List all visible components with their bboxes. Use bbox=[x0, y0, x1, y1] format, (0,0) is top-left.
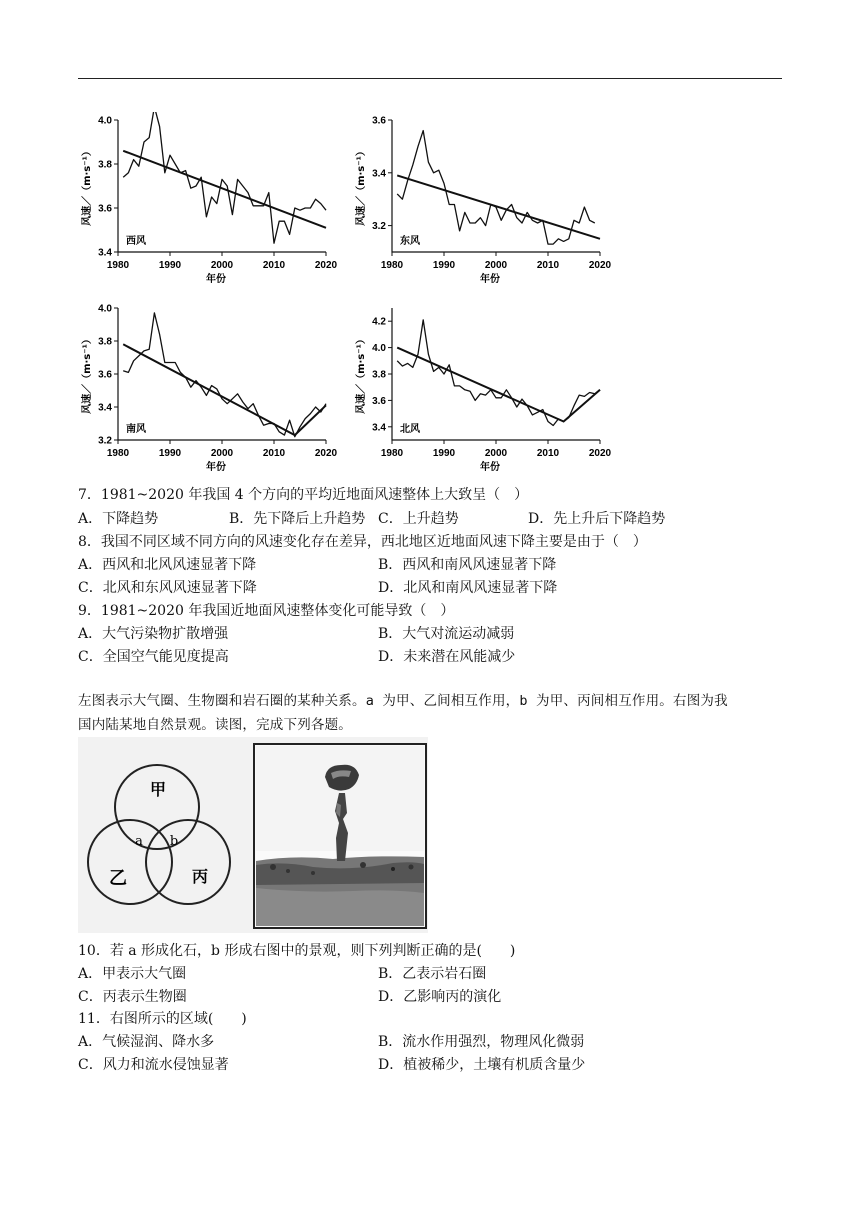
question-7-option-d[interactable]: D．先上升后下降趋势 bbox=[528, 511, 666, 527]
x-tick-label: 1990 bbox=[158, 448, 182, 459]
y-tick-label: 3.6 bbox=[372, 395, 386, 407]
question-11-option-d[interactable]: D．植被稀少，土壤有机质含量少 bbox=[378, 1057, 586, 1073]
question-9-option-a[interactable]: A．大气污染物扩散增强 bbox=[78, 626, 229, 642]
x-tick-label: 1990 bbox=[432, 260, 456, 271]
chart-east-wind bbox=[352, 112, 622, 292]
y-tick-label: 3.8 bbox=[98, 159, 112, 171]
venn-label-a: a bbox=[135, 834, 143, 849]
question-8-stem: 8．我国不同区域不同方向的风速变化存在差异，西北地区近地面风速下降主要是由于（ ） bbox=[78, 534, 647, 550]
y-axis-label: 风速／（m·s⁻¹） bbox=[82, 146, 93, 226]
x-tick-label: 1990 bbox=[158, 260, 182, 271]
question-9-option-b[interactable]: B．大气对流运动减弱 bbox=[378, 626, 515, 642]
question-7-stem: 7．1981~2020 年我国 4 个方向的平均近地面风速整体上大致呈（ ） bbox=[78, 487, 529, 503]
x-tick-label: 1980 bbox=[106, 260, 130, 271]
x-tick-label: 1990 bbox=[432, 448, 456, 459]
chart-axes bbox=[118, 308, 326, 440]
x-tick-label: 2020 bbox=[314, 448, 338, 459]
question-11-option-a[interactable]: A．气候湿润、降水多 bbox=[78, 1034, 215, 1050]
trend-line bbox=[123, 344, 326, 435]
question-11-option-c[interactable]: C．风力和流水侵蚀显著 bbox=[78, 1057, 229, 1073]
question-11-option-b[interactable]: B．流水作用强烈，物理风化微弱 bbox=[378, 1034, 585, 1050]
trend-line bbox=[397, 348, 600, 422]
chart-north-wind bbox=[352, 300, 622, 480]
question-10-option-d[interactable]: D．乙影响丙的演化 bbox=[378, 989, 502, 1005]
trend-line bbox=[123, 151, 326, 228]
y-tick-label: 4.0 bbox=[98, 115, 112, 127]
figure-panel bbox=[78, 737, 428, 933]
y-tick-label: 3.4 bbox=[98, 402, 112, 414]
intro-line-2: 国内陆某地自然景观。读图，完成下列各题。 bbox=[78, 717, 352, 733]
series-label: 西风 bbox=[126, 236, 146, 247]
y-axis-label: 风速／（m·s⁻¹） bbox=[356, 334, 367, 414]
x-tick-label: 2000 bbox=[210, 260, 234, 271]
y-tick-label: 4.0 bbox=[372, 343, 386, 355]
question-9-option-c[interactable]: C．全国空气能见度提高 bbox=[78, 649, 229, 665]
x-tick-label: 1980 bbox=[380, 448, 404, 459]
wind-speed-series-line bbox=[123, 112, 326, 243]
question-9-option-d[interactable]: D．未来潜在风能减少 bbox=[378, 649, 516, 665]
wind-speed-series-line bbox=[397, 320, 600, 426]
y-axis-label: 风速／（m·s⁻¹） bbox=[356, 146, 367, 226]
y-tick-label: 3.8 bbox=[372, 369, 386, 381]
x-tick-label: 2010 bbox=[536, 448, 560, 459]
x-tick-label: 2000 bbox=[210, 448, 234, 459]
x-axis-label: 年份 bbox=[206, 462, 226, 473]
y-tick-label: 3.2 bbox=[372, 221, 386, 233]
x-tick-label: 2000 bbox=[484, 260, 508, 271]
y-tick-label: 3.4 bbox=[372, 422, 386, 434]
x-tick-label: 2010 bbox=[536, 260, 560, 271]
y-tick-label: 3.6 bbox=[98, 203, 112, 215]
venn-label-jia: 甲 bbox=[149, 780, 167, 799]
question-8-option-a[interactable]: A．西风和北风风速显著下降 bbox=[78, 557, 257, 573]
y-tick-label: 4.2 bbox=[372, 316, 386, 328]
question-8-option-d[interactable]: D．北风和南风风速显著下降 bbox=[378, 580, 558, 596]
x-tick-label: 2010 bbox=[262, 260, 286, 271]
y-tick-label: 3.4 bbox=[372, 168, 386, 180]
y-tick-label: 4.0 bbox=[98, 303, 112, 315]
question-10-option-c[interactable]: C．丙表示生物圈 bbox=[78, 989, 187, 1005]
question-8-option-c[interactable]: C．北风和东风风速显著下降 bbox=[78, 580, 257, 596]
intro-paragraph bbox=[78, 689, 783, 737]
question-8-option-b[interactable]: B．西风和南风风速显著下降 bbox=[378, 557, 557, 573]
y-axis-label: 风速／（m·s⁻¹） bbox=[82, 334, 93, 414]
x-tick-label: 2020 bbox=[588, 448, 612, 459]
question-7-option-b[interactable]: B．先下降后上升趋势 bbox=[229, 511, 366, 527]
question-11-stem: 11．右图所示的区域( ) bbox=[78, 1011, 247, 1027]
x-tick-label: 1980 bbox=[380, 260, 404, 271]
x-tick-label: 2020 bbox=[314, 260, 338, 271]
y-tick-label: 3.6 bbox=[98, 369, 112, 381]
series-label: 北风 bbox=[400, 424, 420, 435]
header-rule bbox=[78, 78, 782, 79]
chart-axes bbox=[392, 308, 600, 440]
question-9-stem: 9．1981~2020 年我国近地面风速整体变化可能导致（ ） bbox=[78, 603, 455, 619]
intro-line-1: 左图表示大气圈、生物圈和岩石圈的某种关系。a 为甲、乙间相互作用，b 为甲、丙间相互作用。右图为我 bbox=[78, 693, 728, 709]
venn-label-b: b bbox=[169, 834, 179, 849]
chart-south-wind bbox=[78, 300, 348, 480]
y-tick-label: 3.2 bbox=[98, 435, 112, 447]
venn-label-bing: 丙 bbox=[191, 867, 209, 886]
y-tick-label: 3.8 bbox=[98, 336, 112, 348]
mushroom-rock-photo bbox=[253, 743, 427, 929]
x-tick-label: 2020 bbox=[588, 260, 612, 271]
chart-west-wind bbox=[78, 112, 348, 292]
x-tick-label: 2000 bbox=[484, 448, 508, 459]
x-tick-label: 1980 bbox=[106, 448, 130, 459]
venn-label-yi: 乙 bbox=[109, 868, 127, 889]
question-7-option-a[interactable]: A．下降趋势 bbox=[78, 511, 159, 527]
trend-line bbox=[397, 175, 600, 238]
chart-axes bbox=[392, 120, 600, 252]
chart-axes bbox=[118, 120, 326, 252]
x-axis-label: 年份 bbox=[206, 274, 226, 285]
question-10-stem: 10．若 a 形成化石，b 形成右图中的景观，则下列判断正确的是( ) bbox=[78, 943, 516, 959]
x-axis-label: 年份 bbox=[480, 462, 500, 473]
x-tick-label: 2010 bbox=[262, 448, 286, 459]
series-label: 南风 bbox=[126, 424, 146, 435]
question-10-option-a[interactable]: A．甲表示大气圈 bbox=[78, 966, 187, 982]
y-tick-label: 3.4 bbox=[98, 247, 112, 259]
question-7-option-c[interactable]: C．上升趋势 bbox=[378, 511, 459, 527]
series-label: 东风 bbox=[400, 236, 420, 247]
question-10-option-b[interactable]: B．乙表示岩石圈 bbox=[378, 966, 487, 982]
wind-speed-series-line bbox=[123, 313, 326, 437]
y-tick-label: 3.6 bbox=[372, 115, 386, 127]
x-axis-label: 年份 bbox=[480, 274, 500, 285]
